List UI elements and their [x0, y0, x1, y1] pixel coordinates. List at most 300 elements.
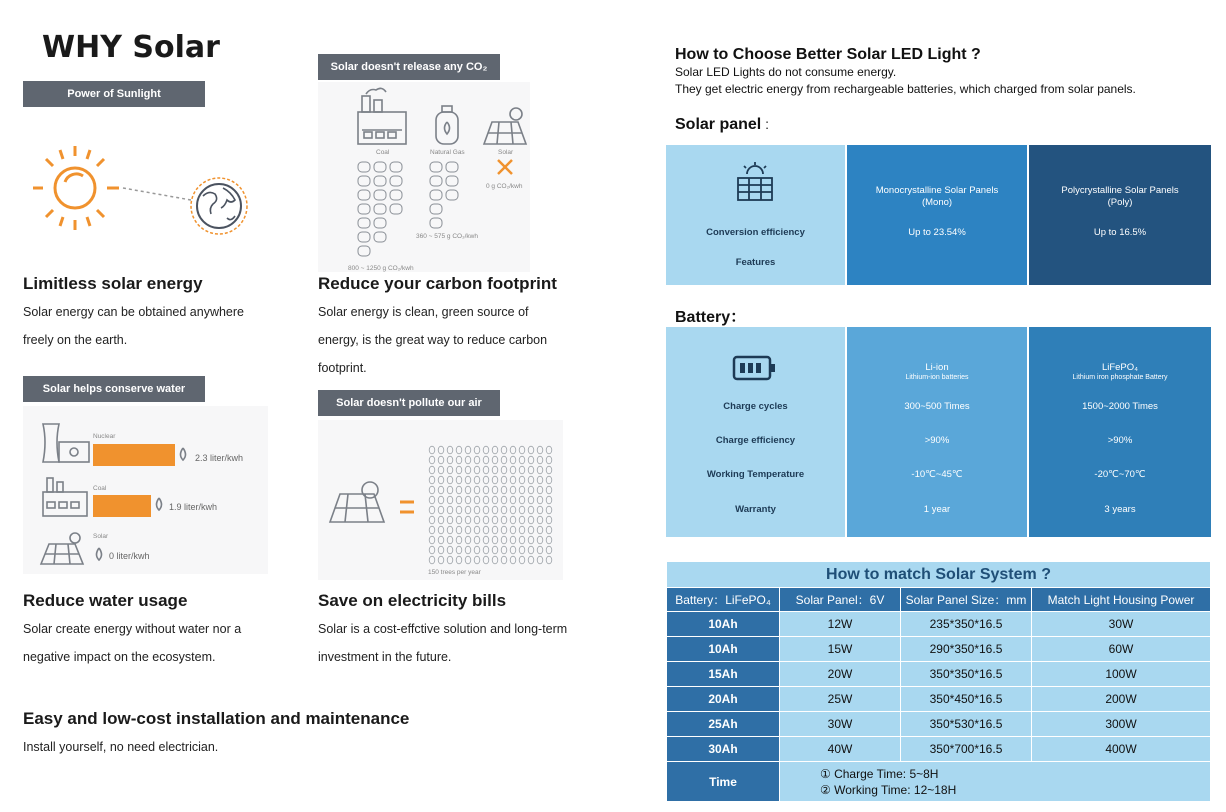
- mono-name-2: (Mono): [921, 197, 953, 208]
- charge-time: ① Charge Time: 5~8H: [820, 766, 939, 781]
- liion-warranty: 1 year: [923, 504, 951, 515]
- tree-icon: [438, 466, 444, 474]
- header-battery: Battery：LiFePO₄: [667, 588, 780, 612]
- table-cell: 235*350*16.5: [901, 612, 1032, 637]
- table-cell: 10Ah: [667, 612, 780, 637]
- tree-icon: [465, 506, 471, 514]
- install-title: Easy and low-cost installation and maintenance: [23, 709, 410, 728]
- co2-solar-value: 0 g CO₂/kwh: [486, 183, 523, 190]
- tree-icon: [528, 556, 534, 564]
- table-cell: 20Ah: [667, 687, 780, 712]
- tree-icon: [537, 556, 543, 564]
- tree-icon: [528, 516, 534, 524]
- tree-icon: [501, 466, 507, 474]
- tree-icon: [465, 456, 471, 464]
- tree-icon: [492, 556, 498, 564]
- tree-icon: [429, 486, 435, 494]
- water-coal-label: Coal: [93, 485, 107, 492]
- tree-icon: [528, 476, 534, 484]
- water-drop-icon: [157, 498, 162, 510]
- panel-features-label: Features: [735, 257, 776, 268]
- tree-icon: [537, 466, 543, 474]
- table-cell: 350*450*16.5: [901, 687, 1032, 712]
- battery-comparison: [666, 327, 1211, 537]
- table-cell: 25Ah: [667, 712, 780, 737]
- water-nuclear-label: Nuclear: [93, 433, 116, 440]
- tree-icon: [429, 476, 435, 484]
- tree-icon: [438, 486, 444, 494]
- solar-panel-heading-colon: :: [761, 116, 770, 132]
- tree-icon: [510, 556, 516, 564]
- solar-panel-icon: [41, 533, 83, 564]
- tree-icon: [474, 496, 480, 504]
- tree-icon: [438, 506, 444, 514]
- tree-icon: [546, 456, 552, 464]
- tree-icon: [528, 486, 534, 494]
- water-solar-label: Solar: [93, 533, 109, 540]
- tree-icon: [537, 516, 543, 524]
- tree-icon: [492, 496, 498, 504]
- tree-icon: [492, 456, 498, 464]
- tree-icon: [519, 546, 525, 554]
- choose-title: How to Choose Better Solar LED Light ?: [675, 46, 981, 63]
- tree-icon: [465, 476, 471, 484]
- tree-icon: [519, 506, 525, 514]
- solar-panel-icon: [484, 108, 526, 144]
- working-temperature-label: Working Temperature: [706, 469, 805, 480]
- tree-icon: [510, 476, 516, 484]
- tree-icon: [438, 556, 444, 564]
- tree-icon: [528, 466, 534, 474]
- co2-solar-label: Solar: [498, 149, 514, 156]
- tree-icon: [501, 556, 507, 564]
- tree-icon: [465, 496, 471, 504]
- tree-icon: [438, 516, 444, 524]
- table-row: [667, 612, 1211, 637]
- table-cell: 25W: [780, 687, 901, 712]
- tree-icon: [519, 486, 525, 494]
- tree-icon: [456, 526, 462, 534]
- tree-icon: [465, 516, 471, 524]
- tree-icon: [519, 536, 525, 544]
- tag-conserve-water: Solar helps conserve water: [23, 376, 205, 402]
- water-text-2: negative impact on the ecosystem.: [23, 650, 216, 664]
- lfp-cycles: 1500~2000 Times: [1082, 401, 1158, 412]
- tree-icon: [429, 546, 435, 554]
- mono-efficiency: Up to 23.54%: [908, 227, 966, 238]
- tag-no-air-pollution: Solar doesn't pollute our air: [318, 390, 500, 416]
- tree-icon: [447, 466, 453, 474]
- coal-factory-icon: [358, 88, 406, 144]
- match-table-caption: How to match Solar System ?: [667, 562, 1211, 588]
- solar-panel-heading-text: Solar panel: [675, 116, 762, 133]
- solar-panel-icon: [732, 160, 778, 206]
- tag-power-of-sunlight: Power of Sunlight: [23, 81, 205, 107]
- tree-icon: [519, 496, 525, 504]
- tree-icon: [528, 456, 534, 464]
- time-label: Time: [667, 762, 780, 802]
- water-title: Reduce water usage: [23, 591, 188, 610]
- tree-icon: [456, 536, 462, 544]
- mono-panel-column: [847, 145, 1027, 285]
- tree-icon: [546, 546, 552, 554]
- tree-icon: [474, 506, 480, 514]
- nuclear-plant-icon: [43, 424, 89, 462]
- tree-icon: [528, 446, 534, 454]
- tree-icon: [447, 556, 453, 564]
- table-cell: 300W: [1032, 712, 1211, 737]
- tree-icon: [447, 446, 453, 454]
- tree-icon: [429, 506, 435, 514]
- tree-icon: [447, 516, 453, 524]
- tree-icon: [546, 536, 552, 544]
- lfp-efficiency: >90%: [1107, 435, 1133, 446]
- tree-icon: [492, 466, 498, 474]
- tree-icon: [456, 476, 462, 484]
- tree-icon: [501, 536, 507, 544]
- table-cell: 350*530*16.5: [901, 712, 1032, 737]
- tree-icon: [465, 526, 471, 534]
- table-cell: 60W: [1032, 637, 1211, 662]
- tree-icon: [510, 446, 516, 454]
- liion-efficiency: >90%: [924, 435, 950, 446]
- table-row: [667, 687, 1211, 712]
- table-cell: 20W: [780, 662, 901, 687]
- tree-icon: [429, 456, 435, 464]
- table-cell: 100W: [1032, 662, 1211, 687]
- tree-icon: [510, 536, 516, 544]
- limitless-text-2: freely on the earth.: [23, 333, 128, 347]
- tree-icon: [474, 456, 480, 464]
- tree-icon: [447, 506, 453, 514]
- tree-icon: [492, 526, 498, 534]
- tree-icon: [429, 526, 435, 534]
- tree-icon: [537, 526, 543, 534]
- tree-icon: [528, 536, 534, 544]
- tree-icon: [456, 456, 462, 464]
- water-chart: [23, 406, 268, 574]
- tree-icon: [492, 506, 498, 514]
- tree-icon: [537, 536, 543, 544]
- tree-icon: [429, 446, 435, 454]
- tree-icon: [537, 486, 543, 494]
- tree-icon: [501, 506, 507, 514]
- tree-icon: [483, 476, 489, 484]
- co2-coal-label: Coal: [376, 149, 390, 156]
- table-cell: 30W: [780, 712, 901, 737]
- solar-panel-comparison: [666, 145, 1211, 285]
- tree-icon: [483, 466, 489, 474]
- table-cell: 350*700*16.5: [901, 737, 1032, 762]
- tree-icon: [465, 556, 471, 564]
- tree-icon: [447, 546, 453, 554]
- earth-icon: [191, 178, 247, 234]
- tree-icon: [474, 486, 480, 494]
- tree-icon: [519, 526, 525, 534]
- solar-panel-heading: [675, 116, 769, 134]
- intro-line-1: Solar LED Lights do not consume energy.: [675, 65, 897, 79]
- tree-icon: [474, 476, 480, 484]
- tree-icon: [483, 506, 489, 514]
- tree-icon: [501, 446, 507, 454]
- liion-cycles: 300~500 Times: [904, 401, 970, 412]
- tree-icon: [546, 506, 552, 514]
- tree-icon: [456, 546, 462, 554]
- intro-line-2: They get electric energy from rechargeable batteries, which charged from solar panels.: [675, 82, 1136, 96]
- battery-label-column: [666, 327, 845, 537]
- tree-icon: [528, 496, 534, 504]
- water-drop-icon: [97, 548, 102, 560]
- tree-icon: [492, 546, 498, 554]
- tree-icon: [492, 476, 498, 484]
- header-solar-panel: Solar Panel：6V: [780, 588, 901, 612]
- warranty-label: Warranty: [735, 504, 776, 515]
- co2-coal-value: 800 ~ 1250 g CO₂/kwh: [348, 265, 414, 272]
- tree-icon: [429, 536, 435, 544]
- tree-icon: [501, 476, 507, 484]
- lfp-name: LiFePO₄: [1101, 362, 1139, 373]
- tree-icon: [474, 466, 480, 474]
- tree-icon: [474, 516, 480, 524]
- co2-gas-value: 360 ~ 575 g CO₂/kwh: [416, 233, 478, 240]
- carbon-title: Reduce your carbon footprint: [318, 274, 557, 293]
- tree-icon: [537, 446, 543, 454]
- tree-icon: [510, 466, 516, 474]
- tree-icon: [492, 446, 498, 454]
- tree-icon: [429, 556, 435, 564]
- tree-icon: [537, 476, 543, 484]
- tree-icon: [465, 486, 471, 494]
- tree-icon: [528, 526, 534, 534]
- tree-icon: [456, 446, 462, 454]
- tree-icon: [456, 506, 462, 514]
- tree-icon: [519, 556, 525, 564]
- charge-efficiency-label: Charge efficiency: [715, 435, 796, 446]
- tree-icon: [510, 546, 516, 554]
- tree-icon: [510, 456, 516, 464]
- tree-icon: [546, 556, 552, 564]
- tree-icon: [438, 526, 444, 534]
- mono-name-1: Monocrystalline Solar Panels: [875, 185, 999, 196]
- liion-column: [847, 327, 1027, 537]
- install-text: Install yourself, no need electrician.: [23, 740, 219, 754]
- tree-icon: [528, 506, 534, 514]
- limitless-text-1: Solar energy can be obtained anywhere: [23, 305, 244, 319]
- tree-icon: [447, 456, 453, 464]
- liion-subtitle: Lithium-ion batteries: [905, 374, 969, 381]
- charge-cycles-label: Charge cycles: [723, 401, 788, 412]
- tree-icon: [546, 466, 552, 474]
- tree-icon: [438, 496, 444, 504]
- tree-icon: [510, 506, 516, 514]
- working-time: ② Working Time: 12~18H: [820, 782, 957, 797]
- tree-icon: [447, 526, 453, 534]
- carbon-text-2: energy, is the great way to reduce carbon: [318, 333, 548, 347]
- panel-conversion-efficiency-label: Conversion efficiency: [706, 227, 805, 238]
- table-cell: 15Ah: [667, 662, 780, 687]
- table-cell: 350*350*16.5: [901, 662, 1032, 687]
- header-panel-size: Solar Panel Size：mm: [901, 588, 1032, 612]
- table-cell: 10Ah: [667, 637, 780, 662]
- tree-icon: [438, 536, 444, 544]
- table-row: [667, 737, 1211, 762]
- tree-icon: [429, 516, 435, 524]
- table-cell: 400W: [1032, 737, 1211, 762]
- tree-icon: [501, 456, 507, 464]
- water-text-1: Solar create energy without water nor a: [23, 622, 242, 636]
- solar-panel-icon: [330, 482, 384, 522]
- tree-icon: [546, 526, 552, 534]
- tree-icon: [519, 456, 525, 464]
- tree-icon: [510, 486, 516, 494]
- panel-label-column: [666, 145, 845, 285]
- tree-icon: [528, 546, 534, 554]
- tree-icon: [474, 446, 480, 454]
- sun-earth-illustration: [23, 110, 268, 260]
- tree-icon: [537, 546, 543, 554]
- liion-name: Li-ion: [925, 362, 949, 373]
- water-coal-bar: [93, 495, 151, 517]
- tree-icon: [546, 496, 552, 504]
- carbon-text-1: Solar energy is clean, green source of: [318, 305, 529, 319]
- co2-illustration: [318, 82, 530, 272]
- tree-icon: [474, 536, 480, 544]
- lfp-subtitle: Lithium iron phosphate Battery: [1072, 374, 1168, 381]
- match-solar-system-table: [666, 561, 1211, 802]
- tree-icon: [492, 486, 498, 494]
- battery-heading: Battery：: [675, 309, 747, 326]
- co2-gas-label: Natural Gas: [430, 149, 465, 156]
- tree-icon: [510, 516, 516, 524]
- tree-icon: [483, 456, 489, 464]
- coal-plant-icon: [43, 478, 87, 516]
- tree-icon: [510, 526, 516, 534]
- cross-icon: [498, 160, 512, 174]
- limitless-title: Limitless solar energy: [23, 274, 203, 293]
- water-nuclear-value: 2.3 liter/kwh: [195, 453, 244, 463]
- table-cell: 290*350*16.5: [901, 637, 1032, 662]
- tree-icons: [429, 446, 552, 564]
- tree-icon: [546, 476, 552, 484]
- poly-panel-column: [1029, 145, 1211, 285]
- tree-icon: [510, 496, 516, 504]
- trees-per-year-label: 150 trees per year: [428, 569, 481, 576]
- tree-icon: [483, 516, 489, 524]
- tree-icon: [501, 546, 507, 554]
- water-nuclear-bar: [93, 444, 175, 466]
- table-row: [667, 712, 1211, 737]
- table-cell: 15W: [780, 637, 901, 662]
- table-cell: 40W: [780, 737, 901, 762]
- bills-text-2: investment in the future.: [318, 650, 452, 664]
- tree-icon: [537, 456, 543, 464]
- tree-icon: [483, 526, 489, 534]
- table-cell: 200W: [1032, 687, 1211, 712]
- gas-tank-icon: [436, 106, 458, 144]
- battery-icon: [732, 353, 778, 383]
- tree-icon: [501, 526, 507, 534]
- tree-icon: [519, 466, 525, 474]
- water-drop-icon: [181, 448, 186, 460]
- sun-icon: [33, 146, 119, 230]
- table-cell: 12W: [780, 612, 901, 637]
- lifepo4-column: [1029, 327, 1211, 537]
- poly-name-2: (Poly): [1107, 197, 1133, 208]
- tree-icon: [465, 446, 471, 454]
- tree-icon: [537, 496, 543, 504]
- tree-icon: [483, 536, 489, 544]
- tree-icon: [519, 516, 525, 524]
- tree-icon: [447, 486, 453, 494]
- tree-icon: [456, 516, 462, 524]
- tree-icon: [483, 486, 489, 494]
- tree-icon: [501, 496, 507, 504]
- tag-no-co2: Solar doesn't release any CO₂: [318, 54, 500, 80]
- liion-temperature: -10℃~45℃: [911, 469, 963, 480]
- time-values: [780, 762, 1211, 802]
- tree-icon: [447, 476, 453, 484]
- equals-icon: [400, 502, 414, 512]
- tree-icon: [438, 546, 444, 554]
- tree-icon: [519, 476, 525, 484]
- co2-cloud-icons: [358, 162, 458, 256]
- tree-icon: [483, 556, 489, 564]
- tree-icon: [492, 516, 498, 524]
- tree-icon: [483, 496, 489, 504]
- tree-icon: [519, 446, 525, 454]
- poly-name-1: Polycrystalline Solar Panels: [1061, 185, 1179, 196]
- tree-icon: [492, 536, 498, 544]
- water-coal-value: 1.9 liter/kwh: [169, 502, 218, 512]
- poly-efficiency: Up to 16.5%: [1093, 227, 1147, 238]
- tree-icon: [465, 546, 471, 554]
- tree-icon: [465, 536, 471, 544]
- header-housing-power: Match Light Housing Power: [1032, 588, 1211, 612]
- tree-icon: [483, 446, 489, 454]
- tree-icon: [474, 546, 480, 554]
- tree-icon: [429, 466, 435, 474]
- lfp-warranty: 3 years: [1104, 504, 1136, 515]
- tree-icon: [456, 556, 462, 564]
- lfp-temperature: -20℃~70℃: [1094, 469, 1146, 480]
- tree-icon: [456, 496, 462, 504]
- water-solar-value: 0 liter/kwh: [109, 551, 150, 561]
- tree-icon: [465, 466, 471, 474]
- tree-icon: [546, 486, 552, 494]
- tree-icon: [438, 476, 444, 484]
- tree-icon: [483, 546, 489, 554]
- tree-icon: [474, 556, 480, 564]
- tree-icon: [501, 486, 507, 494]
- tree-icon: [447, 496, 453, 504]
- bills-title: Save on electricity bills: [318, 591, 507, 610]
- tree-icon: [537, 506, 543, 514]
- table-row: [667, 637, 1211, 662]
- tree-icon: [546, 446, 552, 454]
- table-row: [667, 662, 1211, 687]
- bills-text-1: Solar is a cost-effctive solution and long-term: [318, 622, 568, 636]
- page-title: WHY Solar: [42, 30, 220, 65]
- table-cell: 30Ah: [667, 737, 780, 762]
- tree-icon: [474, 526, 480, 534]
- tree-icon: [546, 516, 552, 524]
- tree-icon: [456, 486, 462, 494]
- tree-icon: [456, 466, 462, 474]
- carbon-text-3: footprint.: [318, 361, 367, 375]
- tree-icon: [438, 446, 444, 454]
- tree-icon: [447, 536, 453, 544]
- table-cell: 30W: [1032, 612, 1211, 637]
